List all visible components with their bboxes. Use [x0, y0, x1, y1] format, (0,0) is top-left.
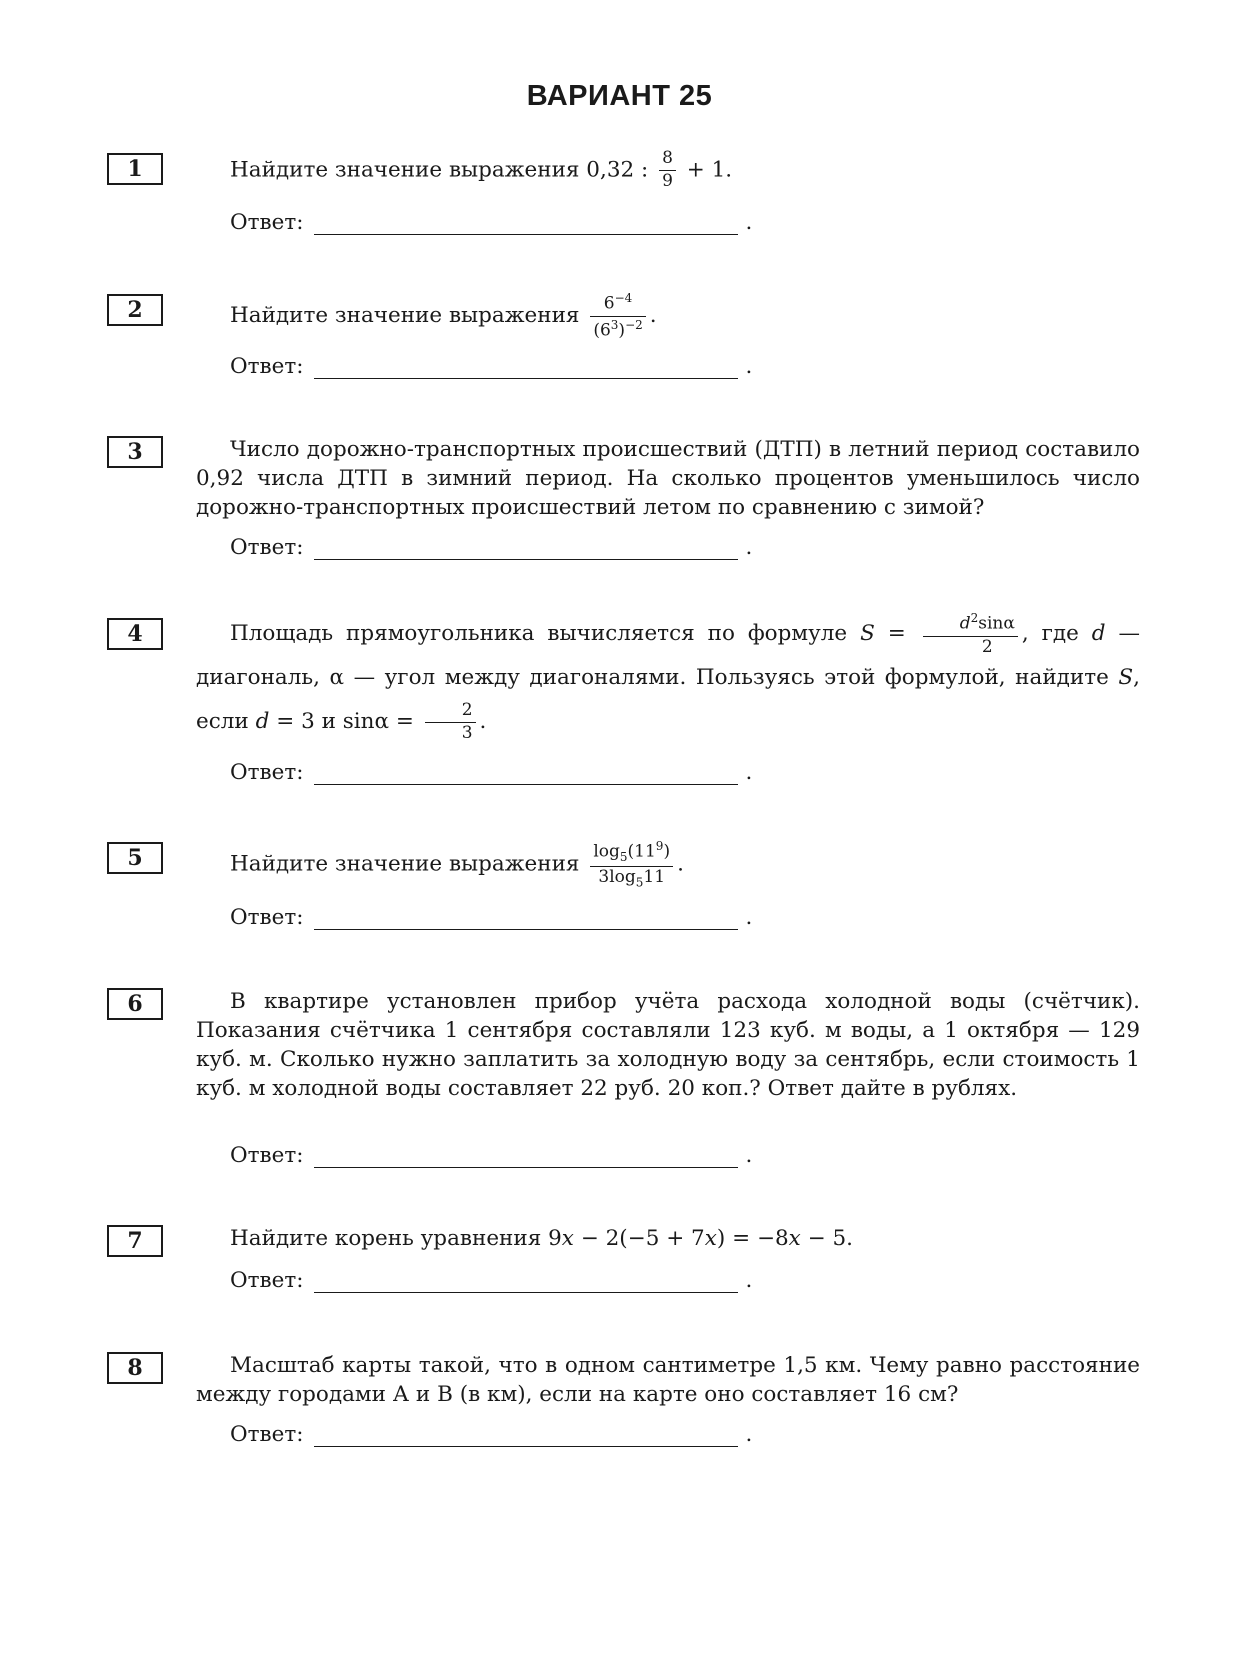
answer-row: Ответ: .: [230, 905, 753, 930]
fraction: $\frac{6^{-4}}{(6^3)^{-2}}$: [590, 292, 645, 340]
task-number: 6: [107, 988, 163, 1020]
task-text: Найдите значение выражения $\frac{\log_5(11^9)}{3\log_511}$ .: [230, 839, 684, 890]
answer-row: Ответ: .: [230, 1268, 753, 1293]
answer-field[interactable]: [314, 356, 738, 379]
answer-row: Ответ: .: [230, 1143, 753, 1168]
answer-field[interactable]: [314, 762, 738, 785]
answer-field[interactable]: [314, 1145, 738, 1168]
answer-field[interactable]: [314, 212, 738, 235]
answer-field[interactable]: [314, 1424, 738, 1447]
answer-field[interactable]: [314, 537, 738, 560]
task-number: 4: [107, 618, 163, 650]
task-number: 2: [107, 294, 163, 326]
value-fraction: $\frac{2}{3}$: [425, 702, 476, 743]
task-text: Найдите корень уравнения 9x − 2(−5 + 7x) = −8x − 5.: [230, 1226, 854, 1251]
task-number: 5: [107, 842, 163, 874]
answer-row: Ответ: .: [230, 760, 753, 785]
task-number: 1: [107, 153, 163, 185]
task-number: 7: [107, 1225, 163, 1257]
task-text: Найдите значение выражения 0,32 : $\frac{8}{9}$ + 1.: [230, 148, 733, 191]
answer-field[interactable]: [314, 1270, 738, 1293]
answer-row: Ответ: .: [230, 1422, 753, 1447]
answer-field[interactable]: [314, 907, 738, 930]
task-text: Число дорожно-транспортных происшествий (ДТП) в летний период составило 0,92 числа ДТП в зимний период. На сколько процентов уменьшилось число дорожно-транспортных происшествий летом по сравнению с зимой?: [196, 437, 1140, 520]
fraction: $\frac{8}{9}$: [659, 150, 676, 191]
answer-row: Ответ: .: [230, 354, 753, 379]
answer-row: Ответ: .: [230, 210, 753, 235]
task-number: 3: [107, 436, 163, 468]
task-text: Найдите значение выражения $\frac{6^{-4}}{(6^3)^{-2}}$ .: [230, 291, 657, 341]
task-text: В квартире установлен прибор учёта расхода холодной воды (счётчик). Показания счётчика 1 сентября составляли 123 куб. м воды, а 1 октября — 129 куб. м. Сколько нужно заплатить за холодную воду за сентябрь, если стоимость 1 куб. м холодной воды составляет 22 руб. 20 коп.? Ответ дайте в рублях.: [196, 989, 1140, 1101]
fraction: $\frac{\log_5(11^9)}{3\log_511}$: [590, 840, 673, 889]
task-number: 8: [107, 1352, 163, 1384]
answer-row: Ответ: .: [230, 535, 753, 560]
task-text: Масштаб карты такой, что в одном сантиметре 1,5 км. Чему равно расстояние между городами А и В (в км), если на карте оно составляет 16 см?: [196, 1353, 1140, 1407]
task-text: Площадь прямоугольника вычисляется по формуле S = $\frac{d^2\sin\alpha}{2}$ , где d — диагональ, α — угол между диагоналями. Пользуясь этой формулой, найдите S, если d = 3 и sinα = $\frac{2}{3}$ .: [196, 611, 1140, 743]
page-title: ВАРИАНТ 25: [526, 80, 713, 112]
formula-fraction: $\frac{d^2\sin\alpha}{2}$: [923, 612, 1018, 656]
